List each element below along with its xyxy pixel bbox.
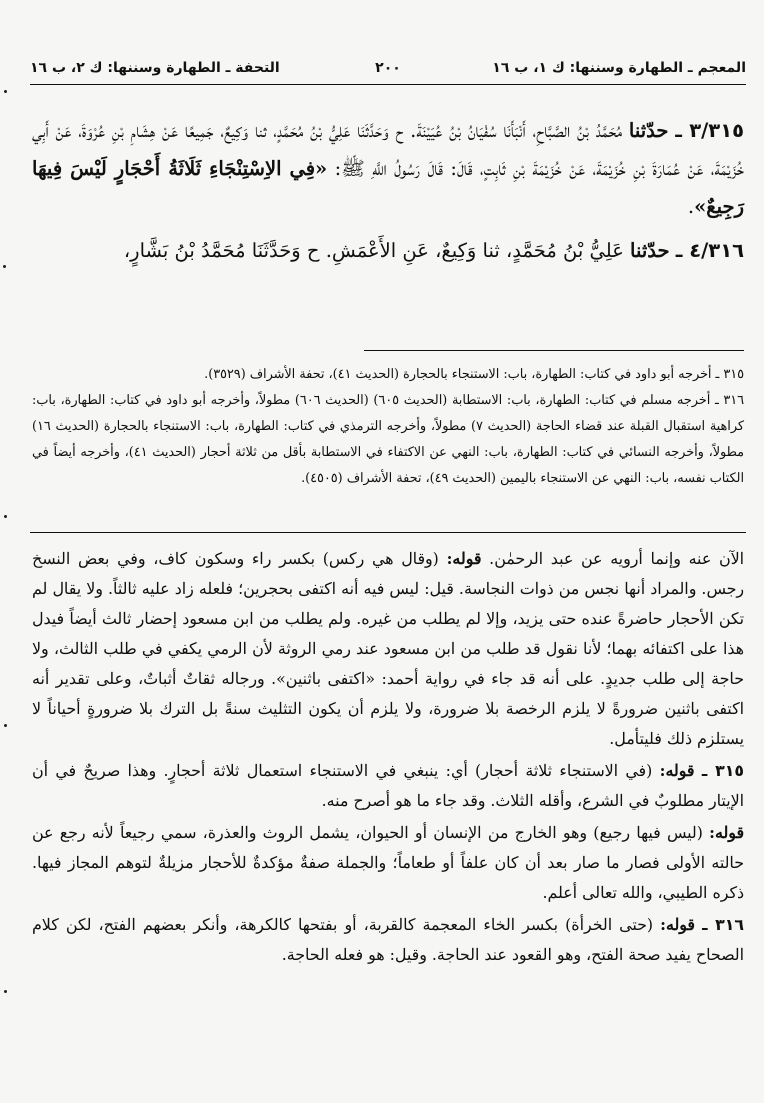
footnote-316: ٣١٦ ـ أخرجه مسلم في كتاب: الطهارة، باب: الاستطابة (الحديث ٦٠٥) (الحديث ٦٠٦) مطولاً، وأخرجه أبو داود في كتاب: الطهارة، باب: كراهية استقبال القبلة عند قضاء الحاجة (الحديث ٧) مطولاً، وأخرجه الترمذي في كتاب: الطهارة، باب: الاستنجاء بالحجارة (الحديث ١٦) مطولاً، وأخرجه النسائي في كتاب: الطهارة، باب: النهي عن الاكتفاء في الاستطابة بأقل من ثلاثة أحجار (الحديث ٤١)، وأخرجه أيضاً في الكتاب نفسه، باب: النهي عن الاستنجاء باليمين (الحديث ٤٩)، تحفة الأشراف (٤٥٠٥). <box>32 393 745 486</box>
commentary-label: قوله: <box>659 761 695 780</box>
hadith-end: . <box>687 195 695 218</box>
commentary-number: ٣١٦ ـ <box>702 915 744 934</box>
commentary-text: (حتى الخرأة) بكسر الخاء المعجمة كالقربة، أو بفتحها كالكرهة، وأنكر بعضهم الفتح، لكن كلام الصحاح يفيد صحة الفتح، وهو القعود عند الحاجة. وقيل: هو فعله الحاجة. <box>32 915 744 964</box>
commentary-para <box>32 544 744 754</box>
commentary-para <box>32 756 744 816</box>
hadith-body: عَلِيُّ بْنُ مُحَمَّدٍ، ثنا وَكِيعٌ، عَنِ الأَعْمَشِ. ح وَحَدَّثَنَا مُحَمَّدُ بْنُ بَشَّارٍ، <box>123 239 624 262</box>
commentary-label: قوله: <box>709 823 744 842</box>
hadith-quote: «فِي الاِسْتِنْجَاءِ ثَلَاثَةُ أَحْجَارٍ لَيْسَ فِيهَا رَجِيعٌ» <box>32 157 744 218</box>
hadith-body: مُحَمَّدُ بْنُ الصَّبَّاحِ، أَنْبَأَنَا سُفْيَانُ بْنُ عُيَيْنَةَ. ح وَحَدَّثَنَا عَلِيُّ بْنُ مُحَمَّدٍ، ثنا وَكِيعٌ، جَمِيعًا عَنْ هِشَامِ بْنِ عُرْوَةَ، عَنْ أَبِي خُزَيْمَةَ، عَنْ عُمَارَةَ بْنِ خُزَيْمَةَ، عَنْ خُزَيْمَةَ بْنِ ثَابِتٍ، قَالَ: قَالَ رَسُولُ اللَّهِ ﷺ: <box>32 119 745 180</box>
commentary-text: (في الاستنجاء ثلاثة أحجار) أي: ينبغي في الاستنجاء استعمال ثلاثة أحجارٍ. وهذا صريحٌ في أن الإيتار مطلوبٌ في الشرع، وأقله الثلاث. وقد جاء ما هو أصرح منه. <box>32 761 744 810</box>
commentary-para <box>32 818 744 908</box>
commentary-para <box>32 910 744 970</box>
page-number: ٢٠٠ <box>375 60 401 76</box>
commentary-rule <box>30 532 746 533</box>
hadith-315 <box>32 112 744 226</box>
commentary-label: قوله: <box>660 915 695 934</box>
hadith-316 <box>32 232 744 270</box>
hadith-number: ٣/٣١٥ ـ <box>675 119 744 142</box>
commentary-text: (ليس فيها رجيع) وهو الخارج من الإنسان أو الحيوان، يشمل الروث والعذرة، سمي رجيعاً لأنه رجع عن حالته الأولى فصار ما صار بعد أن كان علفاً أو طعاماً؛ والجملة صفةٌ مؤكدةٌ للأحجار مزيلةٌ لتوهم المجاز فيها. ذكره الطيبي، والله تعالى أعلم. <box>32 823 744 902</box>
commentary-text: الآن عنه وإنما أرويه عن عبد الرحمٰن. <box>481 549 744 568</box>
header-left: التحفة ـ الطهارة وسننها: ك ٢، ب ١٦ <box>30 60 280 76</box>
hadith-lead: حدّثنا <box>630 239 670 262</box>
scan-mark <box>4 990 7 993</box>
header-right: المعجم ـ الطهارة وسننها: ك ١، ب ١٦ <box>492 60 746 76</box>
scan-mark <box>4 90 7 93</box>
header-rule <box>30 84 746 85</box>
commentary <box>32 544 744 972</box>
commentary-label: قوله: <box>446 549 482 568</box>
hadith-number: ٤/٣١٦ ـ <box>675 239 744 262</box>
commentary-number: ٣١٥ ـ <box>701 761 744 780</box>
scan-mark <box>4 515 7 518</box>
footnote-315: ٣١٥ ـ أخرجه أبو داود في كتاب: الطهارة، باب: الاستنجاء بالحجارة (الحديث ٤١)، تحفة الأشراف (٣٥٢٩). <box>204 367 744 382</box>
commentary-text: (وقال هي ركس) بكسر راء وسكون كاف، وفي بعض النسخ رجس. والمراد أنها نجس من ذوات النجاسة. قيل: ليس فيه أنه اكتفى بحجرين؛ فلعله زاد عليه ثالثاً. ولا يقال لم تكن الأحجار حاضرةً عنده حتى يزيد، وإلا لم يطلب من غيره. ولم يطلب من ابن مسعود إحضار ثالث أيضاً فيدل هذا على اكتفائه بهما؛ لأنا نقول قد طلب من ابن مسعود عند رمي الروثة لأن الرمي يكفي في طلب الثالث، ولا حاجة إلى طلب جديدٍ. على أنه قد جاء في رواية أحمد: «اكتفى باثنين». ورجاله ثقاتٌ أثباتٌ، وعلى تقدير أنه اكتفى باثنين ضرورةً لا يلزم الرخصة بلا ضرورة، ولا يلزم أن يكون التثليث سنةً بل الترك بلا ضرورةٍ أحياناً لا يستلزم ذلك فليتأمل. <box>32 549 744 748</box>
footnote-separator <box>364 350 744 351</box>
scan-mark <box>3 265 6 268</box>
running-header <box>30 58 746 82</box>
footnotes <box>32 362 744 492</box>
hadith-text <box>32 112 744 276</box>
scan-mark <box>4 724 7 727</box>
hadith-lead: حدّثنا <box>628 119 669 142</box>
